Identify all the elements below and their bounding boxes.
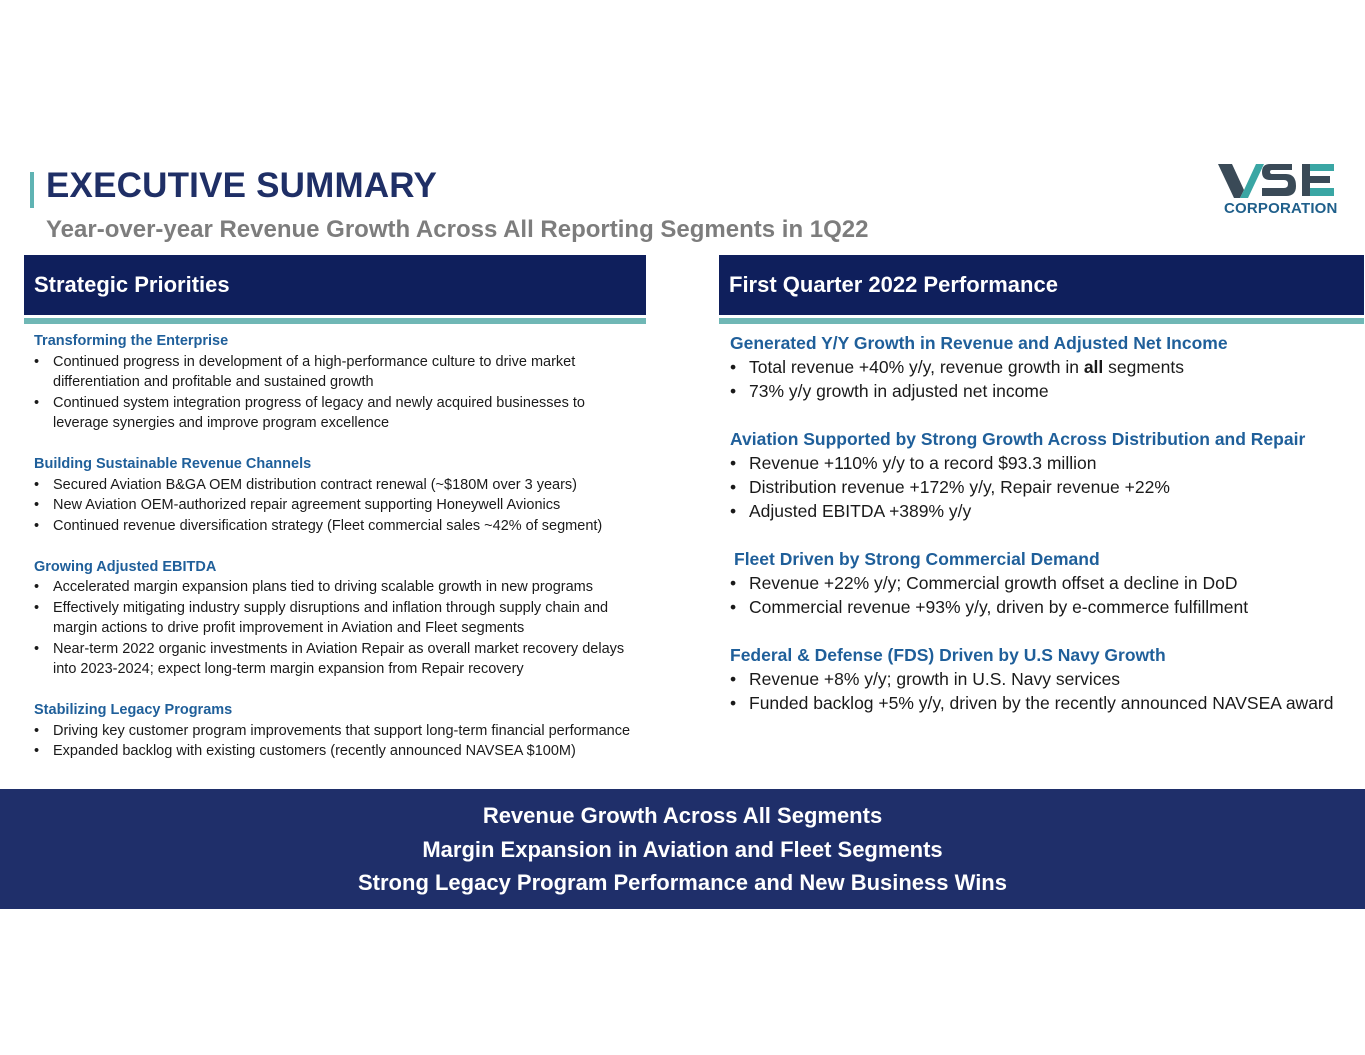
bullet-item: • Adjusted EBITDA +389% y/y bbox=[730, 499, 1360, 523]
vse-corporation-logo bbox=[1214, 160, 1338, 222]
banner-line: Margin Expansion in Aviation and Fleet Segments bbox=[422, 836, 943, 862]
bullet-list bbox=[34, 475, 644, 537]
panel-divider bbox=[719, 318, 1364, 324]
title-accent-bar bbox=[30, 172, 34, 208]
bullet-item: • Continued revenue diversification strategy (Fleet commercial sales ~42% of segment) bbox=[34, 516, 644, 537]
banner-line: Revenue Growth Across All Segments bbox=[482, 803, 883, 828]
bullet-item: • 73% y/y growth in adjusted net income bbox=[730, 379, 1360, 403]
bullet-item: • Revenue +22% y/y; Commercial growth offset a decline in DoD bbox=[730, 571, 1360, 595]
section-heading: Growing Adjusted EBITDA bbox=[34, 558, 217, 575]
bullet-item: • Expanded backlog with existing customers (recently announced NAVSEA $100M) bbox=[34, 741, 644, 762]
page-title: EXECUTIVE SUMMARY bbox=[46, 166, 438, 205]
bullet-list bbox=[34, 352, 644, 434]
bullet-item: • Accelerated margin expansion plans tied to driving scalable growth in new programs bbox=[34, 577, 644, 598]
bullet-item: • Near-term 2022 organic investments in Aviation Repair as overall market recovery delays into 2023-2024; expect long-term margin expansion from Repair recovery bbox=[34, 639, 644, 680]
strategic-priorities-header bbox=[24, 255, 646, 315]
bullet-item: • Total revenue +40% y/y, revenue growth in all segments bbox=[730, 355, 1360, 379]
bullet-item: • Revenue +110% y/y to a record $93.3 million bbox=[730, 451, 1360, 475]
bullet-item: • New Aviation OEM-authorized repair agreement supporting Honeywell Avionics bbox=[34, 495, 644, 516]
emphasis-text: all bbox=[1083, 357, 1104, 377]
bullet-item: • Continued progress in development of a high-performance culture to drive market differentiation and profitable and sustained growth bbox=[34, 352, 644, 393]
bullet-item: • Continued system integration progress of legacy and newly acquired businesses to leverage synergies and improve program excellence bbox=[34, 393, 644, 434]
section-heading: Aviation Supported by Strong Growth Across Distribution and Repair bbox=[730, 429, 1306, 449]
bullet-item: • Commercial revenue +93% y/y, driven by e-commerce fulfillment bbox=[730, 595, 1360, 619]
vse-wordmark-graphic bbox=[1214, 160, 1338, 200]
bullet-list bbox=[34, 721, 644, 762]
bullet-item: • Funded backlog +5% y/y, driven by the recently announced NAVSEA award bbox=[730, 691, 1360, 715]
panel-heading: First Quarter 2022 Performance bbox=[729, 272, 1058, 297]
bullet-list bbox=[730, 451, 1360, 523]
panel-divider bbox=[24, 318, 646, 324]
q1-performance-header bbox=[719, 255, 1364, 315]
bullet-list bbox=[34, 577, 644, 680]
q1-performance-list bbox=[730, 331, 1360, 715]
section-heading: Generated Y/Y Growth in Revenue and Adjusted Net Income bbox=[730, 333, 1228, 353]
section-heading: Stabilizing Legacy Programs bbox=[34, 702, 233, 718]
summary-banner bbox=[0, 789, 1365, 909]
logo-subtext: CORPORATION bbox=[1224, 200, 1338, 217]
bullet-list bbox=[730, 571, 1360, 619]
section-heading: Federal & Defense (FDS) Driven by U.S Navy Growth bbox=[730, 645, 1166, 665]
panel-heading: Strategic Priorities bbox=[34, 272, 230, 297]
bullet-item: • Revenue +8% y/y; growth in U.S. Navy services bbox=[730, 667, 1360, 691]
banner-line: Strong Legacy Program Performance and New Business Wins bbox=[358, 870, 1007, 895]
page-subtitle: Year-over-year Revenue Growth Across All Reporting Segments in 1Q22 bbox=[46, 216, 869, 243]
section-heading: Transforming the Enterprise bbox=[34, 333, 229, 349]
bullet-item: • Effectively mitigating industry supply disruptions and inflation through supply chain and margin actions to drive profit improvement in Aviation and Fleet segments bbox=[34, 598, 644, 639]
section-heading: Fleet Driven by Strong Commercial Demand bbox=[734, 549, 1100, 569]
bullet-list bbox=[730, 667, 1360, 715]
bullet-item: • Driving key customer program improvements that support long-term financial performance bbox=[34, 721, 644, 742]
bullet-item: • Secured Aviation B&GA OEM distribution contract renewal (~$180M over 3 years) bbox=[34, 475, 644, 496]
bullet-list bbox=[730, 355, 1360, 403]
strategic-priorities-list bbox=[34, 331, 644, 762]
bullet-item: • Distribution revenue +172% y/y, Repair revenue +22% bbox=[730, 475, 1360, 499]
section-heading: Building Sustainable Revenue Channels bbox=[34, 456, 312, 472]
